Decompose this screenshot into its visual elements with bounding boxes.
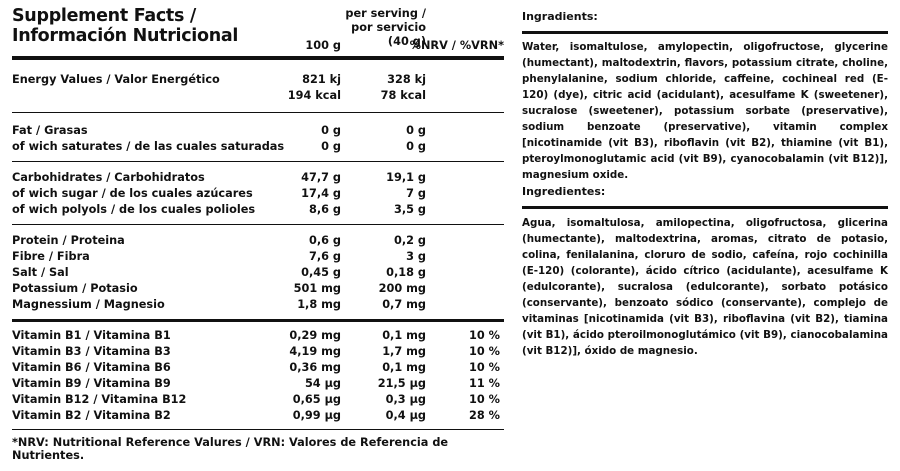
carbs-group — [12, 162, 504, 225]
row-value-serving: 0,1 mg — [382, 329, 426, 342]
row-value-100g: 0 g — [321, 140, 341, 153]
energy-label: Energy Values / Valor Energético — [12, 73, 220, 86]
row-value-nrv: 11 % — [469, 377, 500, 390]
table-title — [12, 6, 238, 46]
energy-group — [12, 60, 504, 113]
ingredients-english — [522, 10, 888, 183]
table-row — [12, 233, 504, 249]
energy-kj-serving: 328 kj — [387, 73, 426, 86]
row-label: Salt / Sal — [12, 266, 69, 279]
row-value-100g: 0 g — [321, 124, 341, 137]
row-value-serving: 3 g — [406, 250, 426, 263]
table-row — [12, 408, 504, 424]
row-label: Vitamin B9 / Vitamina B9 — [12, 377, 171, 390]
row-value-100g: 501 mg — [293, 282, 341, 295]
row-value-100g: 1,8 mg — [297, 298, 341, 311]
row-label: of wich polyols / de los cuales polioles — [12, 203, 256, 216]
table-header — [12, 4, 504, 60]
row-value-nrv: 10 % — [469, 393, 500, 406]
row-value-serving: 0 g — [406, 124, 426, 137]
row-value-100g: 17,4 g — [301, 187, 341, 200]
row-label: Carbohidrates / Carbohidratos — [12, 171, 205, 184]
row-value-serving: 0,4 µg — [385, 409, 426, 422]
row-value-serving: 3,5 g — [393, 203, 426, 216]
row-label: Potassium / Potasio — [12, 282, 138, 295]
vitamins-group — [12, 322, 504, 430]
row-value-serving: 1,7 mg — [382, 345, 426, 358]
table-row — [12, 360, 504, 376]
footnote: *NRV: Nutritional Reference Valures / VRN: Valores de Referencia de Nutrientes. — [12, 436, 449, 462]
row-value-serving: 0,2 g — [393, 234, 426, 247]
row-value-serving: 7 g — [406, 187, 426, 200]
energy-kcal-row — [12, 88, 504, 104]
row-value-100g: 0,36 mg — [289, 361, 341, 374]
row-label: of wich sugar / de los cuales azúcares — [12, 187, 253, 200]
title-line-2: Información Nutricional — [12, 26, 239, 46]
row-value-nrv: 10 % — [469, 361, 500, 374]
ingredients-en-text: Water, isomaltulose, amylopectin, oligofructose, glycerine (humectant), maltodextrin, flavors, potassium citrate, choline, phenylalanine, sodium chloride, caffeine, cochineal red (E-120) (dye), citric acid (acidulant), acesulfame K (sweetener), sucralose (sweetener), potassium sorbate (preservative), sodium benzoate (preservative), vitamin complex [nicotinamide (vit B3), riboflavin (vit B2), thiamine (vit B1), pteroylmonoglutamic acid (vit B9), cyanocobalamin (vit B12)], magnesium oxide. — [522, 41, 888, 181]
row-value-100g: 54 µg — [304, 377, 341, 390]
row-value-100g: 0,45 g — [301, 266, 341, 279]
ingredients-es-text: Agua, isomaltulosa, amilopectina, oligofructosa, glicerina (humectante), maltodextrina, aromas, citrato de potasio, colina, fenilalanina, cloruro de sodio, cafeína, rojo cochinilla (E-120) (colorante), ácido cítrico (acidulante), acesulfame K (edulcorante), sucralosa (edulcorante), sorbato potásico (conservante), benzoato sódico (conservante), complejo de vitaminas [nicotinamida (vit B3), riboflavina (vit B2), tiamina (vit B1), ácido pteroilmonoglutámico (vit B9), cianocobalamina (vit B12)], óxido de magnesio. — [522, 217, 888, 357]
row-value-serving: 200 mg — [378, 282, 426, 295]
table-row — [12, 186, 504, 202]
row-value-serving: 0,1 mg — [382, 361, 426, 374]
row-value-100g: 4,19 mg — [289, 345, 341, 358]
table-row — [12, 170, 504, 186]
ingredients-es-heading: Ingredientes: — [522, 185, 888, 209]
table-row — [12, 139, 504, 155]
row-value-100g: 8,6 g — [308, 203, 341, 216]
nutrition-facts-table — [12, 4, 504, 462]
table-row — [12, 344, 504, 360]
energy-kcal-serving: 78 kcal — [380, 89, 426, 102]
row-value-100g: 7,6 g — [308, 250, 341, 263]
row-value-100g: 0,65 µg — [292, 393, 341, 406]
other-nutrients-group — [12, 225, 504, 322]
row-value-serving: 0,18 g — [386, 266, 426, 279]
row-label: Vitamin B6 / Vitamina B6 — [12, 361, 171, 374]
table-row — [12, 123, 504, 139]
row-value-serving: 21,5 µg — [377, 377, 426, 390]
energy-kj-100: 821 kj — [302, 73, 341, 86]
row-value-serving: 0 g — [406, 140, 426, 153]
row-value-nrv: 10 % — [469, 345, 500, 358]
row-label: of wich saturates / de las cuales saturadas — [12, 140, 285, 153]
energy-kcal-100: 194 kcal — [287, 89, 341, 102]
row-value-serving: 0,3 µg — [385, 393, 426, 406]
serving-line-1: per serving / — [345, 7, 426, 20]
table-row — [12, 202, 504, 218]
column-header-100g: 100 g — [305, 39, 341, 52]
energy-row — [12, 72, 504, 88]
title-line-1: Supplement Facts / — [12, 6, 196, 26]
row-label: Vitamin B1 / Vitamina B1 — [12, 329, 171, 342]
serving-line-2: por servicio — [351, 21, 426, 34]
row-label: Fat / Grasas — [12, 124, 88, 137]
row-label: Vitamin B12 / Vitamina B12 — [12, 393, 187, 406]
row-value-serving: 19,1 g — [386, 171, 426, 184]
row-label: Fibre / Fibra — [12, 250, 90, 263]
row-label: Vitamin B2 / Vitamina B2 — [12, 409, 171, 422]
column-header-nrv: %NRV / %VRN* — [409, 39, 504, 52]
ingredients-en-heading: Ingradients: — [522, 10, 888, 34]
row-value-100g: 0,6 g — [308, 234, 341, 247]
row-label: Protein / Proteina — [12, 234, 125, 247]
table-row — [12, 297, 504, 313]
table-row — [12, 392, 504, 408]
row-value-nrv: 10 % — [469, 329, 500, 342]
fat-group — [12, 113, 504, 162]
row-label: Vitamin B3 / Vitamina B3 — [12, 345, 171, 358]
row-value-100g: 0,29 mg — [289, 329, 341, 342]
row-value-100g: 47,7 g — [301, 171, 341, 184]
row-value-100g: 0,99 µg — [292, 409, 341, 422]
row-value-nrv: 28 % — [469, 409, 500, 422]
row-value-serving: 0,7 mg — [382, 298, 426, 311]
table-row — [12, 376, 504, 392]
table-row — [12, 265, 504, 281]
table-row — [12, 328, 504, 344]
serving-line-3: (40 g) — [387, 35, 426, 48]
table-row — [12, 281, 504, 297]
table-row — [12, 249, 504, 265]
ingredients-spanish — [522, 185, 888, 359]
row-label: Magnessium / Magnesio — [12, 298, 165, 311]
